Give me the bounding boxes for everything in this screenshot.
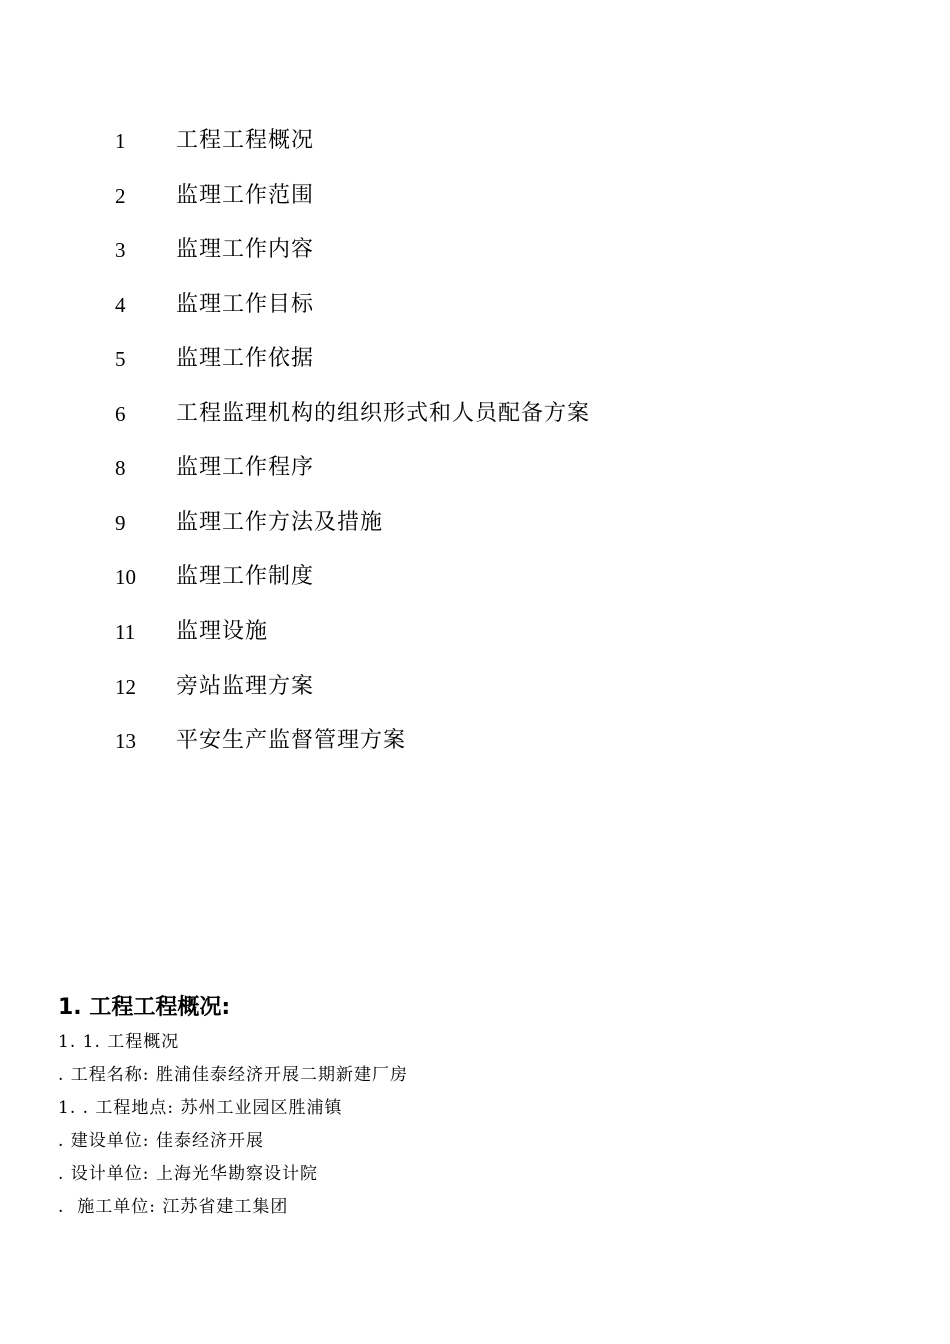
toc-item[interactable] [0, 343, 950, 375]
toc-item-title: 工程工程概况 [176, 128, 315, 153]
toc-item[interactable] [0, 234, 950, 266]
overview-subheading: 1. 1. 工程概况 [58, 1032, 180, 1052]
section-heading: 1. 工程工程概况: [58, 995, 231, 1020]
toc-item-number: 3 [115, 238, 126, 262]
toc-item[interactable] [0, 125, 950, 157]
toc-item[interactable] [0, 180, 950, 212]
toc-item[interactable] [0, 561, 950, 593]
toc-item-number: 11 [115, 620, 136, 644]
toc-item-title: 监理工作制度 [176, 564, 315, 589]
toc-item[interactable] [0, 671, 950, 703]
toc-item-number: 10 [115, 565, 136, 589]
design-unit-line: . 设计单位: 上海光华勘察设计院 [58, 1164, 318, 1184]
toc-item-title: 监理工作内容 [176, 237, 315, 262]
toc-item-title: 监理工作范围 [176, 183, 315, 208]
toc-item-number: 4 [115, 293, 126, 317]
contractor-unit-line: . 施工单位: 江苏省建工集团 [58, 1197, 289, 1217]
toc-item-number: 2 [115, 184, 126, 208]
toc-item[interactable] [0, 452, 950, 484]
toc-item-title: 旁站监理方案 [176, 674, 315, 699]
toc-item[interactable] [0, 725, 950, 757]
project-location-line: 1. . 工程地点: 苏州工业园区胜浦镇 [58, 1098, 343, 1118]
toc-item-title: 监理工作依据 [176, 346, 315, 371]
toc-item-number: 8 [115, 456, 126, 480]
toc-item-title: 平安生产监督管理方案 [176, 728, 407, 753]
toc-item-title: 监理工作目标 [176, 292, 315, 317]
toc-item-number: 9 [115, 511, 126, 535]
construction-unit-line: . 建设单位: 佳泰经济开展 [58, 1131, 264, 1151]
toc-item[interactable] [0, 616, 950, 648]
toc-item[interactable] [0, 289, 950, 321]
toc-item-number: 5 [115, 347, 126, 371]
project-overview-section [58, 990, 918, 1224]
toc-item-title: 监理工作方法及措施 [176, 510, 384, 535]
toc-item-title: 监理工作程序 [176, 455, 315, 480]
project-name-line: . 工程名称: 胜浦佳泰经济开展二期新建厂房 [58, 1065, 408, 1085]
toc-item-number: 1 [115, 129, 126, 153]
toc-item-title: 工程监理机构的组织形式和人员配备方案 [176, 401, 591, 426]
toc-item-number: 13 [115, 729, 136, 753]
toc-item[interactable] [0, 507, 950, 539]
toc-item[interactable] [0, 398, 950, 430]
toc-item-number: 12 [115, 675, 136, 699]
toc-item-number: 6 [115, 402, 126, 426]
toc-item-title: 监理设施 [176, 619, 269, 644]
